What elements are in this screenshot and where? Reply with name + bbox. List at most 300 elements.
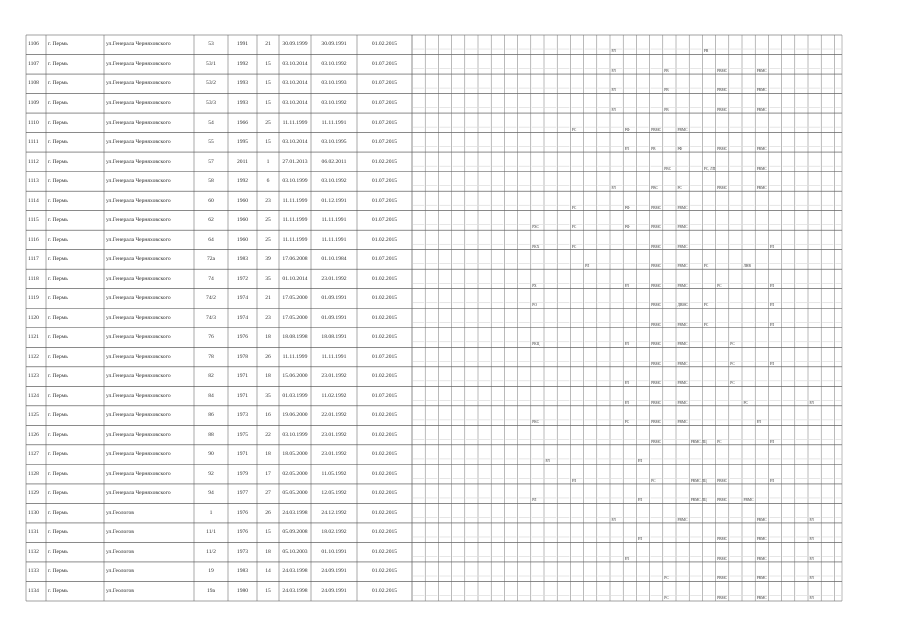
date-cell-2: 01.09.1991 [321, 295, 347, 302]
count-cell: 25 [265, 217, 271, 224]
mark-label: РВМС [756, 88, 767, 93]
count-cell: 15 [265, 80, 271, 87]
city-cell: г. Пермь [48, 412, 68, 419]
mark-label: РЛ [545, 459, 550, 464]
street-cell: ул.Генерала Черняховского [106, 412, 171, 419]
row-number: 1109 [28, 100, 39, 107]
house-cell: 19а [206, 587, 216, 594]
date-cell-1: 24.03.1998 [282, 568, 308, 575]
year-cell: 1974 [236, 295, 249, 302]
mark-label: РВМС [651, 127, 662, 132]
row-number: 1116 [28, 236, 39, 243]
mark-label: РЛ [809, 595, 814, 600]
count-cell: 35 [265, 275, 271, 282]
date-cell-3: 01.07.2015 [371, 119, 398, 126]
mark-label: РВМС [677, 361, 688, 366]
house-cell: 78 [208, 353, 214, 360]
date-cell-3: 01.02.2015 [371, 451, 398, 458]
mark-label: РФ [624, 205, 630, 210]
mark-label: РС [730, 361, 735, 366]
date-cell-3: 01.02.2015 [371, 587, 398, 594]
house-cell: 53/3 [206, 100, 216, 107]
row-number: 1127 [28, 451, 39, 458]
street-cell: ул.Генерала Черняховского [106, 334, 171, 341]
mark-label: РФ [624, 127, 630, 132]
row-number: 1123 [28, 373, 39, 380]
row-number: 1133 [28, 568, 39, 575]
count-cell: 18 [265, 451, 271, 458]
year-cell: 1976 [236, 529, 249, 536]
row-number: 1111 [28, 139, 39, 146]
date-cell-3: 01.02.2015 [371, 509, 398, 516]
mark-label: РВМС [756, 517, 767, 522]
date-cell-1: 24.03.1998 [282, 587, 308, 594]
street-cell: ул.Геологов [106, 529, 134, 536]
date-cell-2: 30.09.1991 [321, 41, 347, 48]
date-cell-3: 01.07.2015 [371, 139, 398, 146]
house-cell: 74/3 [206, 314, 216, 321]
mark-label: РС [571, 127, 577, 132]
city-cell: г. Пермь [48, 80, 68, 87]
city-cell: г. Пермь [48, 139, 68, 146]
year-cell: 1975 [236, 431, 249, 438]
mark-label: РВМС [743, 498, 754, 503]
row-number: 1112 [28, 158, 39, 165]
count-cell: 18 [265, 548, 271, 555]
city-cell: г. Пермь [48, 119, 68, 126]
mark-label: РВ [703, 49, 709, 54]
mark-label: РКЦ [532, 342, 540, 347]
mark-label: РС [730, 342, 735, 347]
year-cell: 1971 [236, 373, 249, 380]
count-cell: 23 [265, 197, 271, 204]
mark-label: РВМС [756, 556, 767, 561]
mark-label: РВМС [651, 264, 662, 269]
city-cell: г. Пермь [48, 256, 68, 263]
street-cell: ул.Генерала Черняховского [106, 373, 171, 380]
mark-label: РС [624, 420, 630, 425]
date-cell-2: 01.10.1984 [321, 256, 347, 263]
street-cell: ул.Генерала Черняховского [106, 217, 171, 224]
row-number: 1106 [28, 41, 39, 48]
row-number: 1119 [28, 295, 39, 302]
mark-label: РЛ [624, 556, 629, 561]
mark-label: РЛ [624, 147, 629, 152]
mark-label: РЛ [585, 264, 590, 269]
row-number: 1114 [28, 197, 39, 204]
date-cell-1: 17.06.2008 [282, 256, 308, 263]
date-cell-1: 17.05.2000 [282, 295, 308, 302]
street-cell: ул.Генерала Черняховского [106, 490, 171, 497]
date-cell-2: 11.11.1991 [321, 217, 347, 224]
count-cell: 15 [265, 60, 271, 67]
mark-label: РВМС [651, 225, 662, 230]
date-cell-3: 01.02.2015 [371, 314, 398, 321]
date-cell-1: 03.10.2014 [282, 80, 308, 87]
mark-label: РВМС [651, 303, 662, 308]
house-cell: 84 [208, 392, 214, 399]
house-cell: 55 [208, 139, 214, 146]
date-cell-2: 01.12.1991 [321, 197, 347, 204]
street-cell: ул.Геологов [106, 509, 134, 516]
year-cell: 1960 [236, 217, 249, 224]
date-cell-1: 03.10.2014 [282, 139, 308, 146]
date-cell-3: 01.02.2015 [371, 373, 398, 380]
mark-label: РЛ [624, 400, 629, 405]
count-cell: 6 [266, 178, 270, 185]
row-number: 1130 [28, 509, 39, 516]
count-cell: 26 [265, 353, 271, 360]
mark-label: РВМС [677, 517, 688, 522]
date-cell-3: 01.02.2015 [371, 236, 398, 243]
mark-label: РЛ [637, 459, 643, 464]
count-cell: 16 [265, 412, 271, 419]
date-cell-2: 18.08.1991 [321, 334, 347, 341]
date-cell-3: 01.07.2015 [371, 353, 398, 360]
date-cell-1: 15.06.2000 [282, 373, 308, 380]
row-number: 1113 [28, 178, 39, 185]
mark-label: РВМС [756, 147, 767, 152]
mark-label: РВМС [677, 322, 688, 327]
mark-label: РВМС ЛЦ [690, 439, 707, 444]
mark-label: РВМС [677, 283, 688, 288]
mark-label: РВМС [717, 595, 728, 600]
mark-label: РЛ [809, 556, 814, 561]
year-cell: 1977 [236, 490, 249, 497]
mark-label: РФ [624, 225, 630, 230]
house-cell: 86 [208, 412, 214, 419]
count-cell: 25 [265, 119, 271, 126]
date-cell-3: 01.07.2015 [371, 217, 398, 224]
house-cell: 76 [208, 334, 214, 341]
house-cell: 53/2 [206, 80, 216, 87]
date-cell-3: 01.07.2015 [371, 256, 398, 263]
date-cell-2: 23.01.1992 [321, 275, 347, 282]
count-cell: 25 [265, 236, 271, 243]
date-cell-1: 27.01.2013 [282, 158, 308, 165]
date-cell-1: 03.10.2014 [282, 100, 308, 107]
mark-label: РВМС [717, 147, 728, 152]
house-cell: 57 [208, 158, 214, 165]
date-cell-2: 06.02.2011 [321, 158, 347, 165]
row-number: 1126 [28, 431, 39, 438]
date-cell-2: 01.09.1991 [321, 314, 347, 321]
mark-label: РЛ [532, 498, 537, 503]
mark-label: РЛ [637, 498, 643, 503]
mark-label: РВМС [651, 283, 662, 288]
date-cell-2: 11.11.1991 [321, 353, 347, 360]
count-cell: 35 [265, 392, 271, 399]
mark-label: РВМС [651, 400, 662, 405]
date-cell-1: 17.05.2000 [282, 314, 308, 321]
house-cell: 58 [208, 178, 214, 185]
city-cell: г. Пермь [48, 100, 68, 107]
city-cell: г. Пермь [48, 275, 68, 282]
year-cell: 1992 [236, 178, 249, 185]
count-cell: 15 [265, 587, 271, 594]
year-cell: 1976 [236, 509, 249, 516]
street-cell: ул.Генерала Черняховского [106, 178, 171, 185]
mark-label: РС [743, 400, 748, 405]
date-cell-3: 01.02.2015 [371, 470, 398, 477]
house-cell: 92 [208, 470, 214, 477]
date-cell-1: 03.10.1999 [282, 431, 308, 438]
mark-label: РС [730, 381, 735, 386]
mark-label: РВМС [677, 400, 688, 405]
street-cell: ул.Генерала Черняховского [106, 41, 171, 48]
date-cell-3: 01.02.2015 [371, 275, 398, 282]
house-cell: 82 [208, 373, 214, 380]
count-cell: 14 [265, 568, 271, 575]
mark-label: РВМС [756, 107, 767, 112]
row-number: 1108 [28, 80, 39, 87]
date-cell-3: 01.02.2015 [371, 529, 398, 536]
mark-label: РС [664, 576, 669, 581]
date-cell-2: 18.02.1992 [321, 529, 347, 536]
mark-label: РВМС [756, 68, 767, 73]
street-cell: ул.Генерала Черняховского [106, 158, 171, 165]
house-cell: 74/2 [206, 295, 216, 302]
date-cell-1: 02.05.2000 [282, 470, 308, 477]
date-cell-3: 01.02.2015 [371, 41, 398, 48]
city-cell: г. Пермь [48, 60, 68, 67]
mark-label: РЛ [769, 303, 775, 308]
mark-label: РВМС [651, 381, 662, 386]
house-cell: 11/1 [206, 529, 216, 536]
city-cell: г. Пермь [48, 197, 68, 204]
date-cell-3: 01.02.2015 [371, 431, 398, 438]
mark-label: РЛ [756, 420, 761, 425]
mark-label: РКС [532, 420, 539, 425]
city-cell: г. Пермь [48, 373, 68, 380]
street-cell: ул.Генерала Черняховского [106, 256, 171, 263]
date-cell-1: 11.11.1999 [282, 236, 308, 243]
mark-label: РЛ [769, 283, 775, 288]
mark-label: РВМС [677, 264, 688, 269]
date-cell-1: 01.03.1999 [282, 392, 308, 399]
street-cell: ул.Генерала Черняховского [106, 295, 171, 302]
mark-label: РХС [532, 225, 539, 230]
mark-label: РВМС [756, 186, 767, 191]
date-cell-2: 12.05.1992 [321, 490, 347, 497]
mark-label: РВС [651, 186, 658, 191]
mark-label: РС, ЛП [703, 166, 716, 171]
row-number: 1117 [28, 256, 39, 263]
mark-label: РВМС [756, 537, 767, 542]
mark-label: РЛ [571, 478, 577, 483]
year-cell: 1980 [236, 587, 249, 594]
count-cell: 26 [265, 509, 271, 516]
mark-label: РВМС [677, 127, 688, 132]
mark-label: РЛ [611, 107, 616, 112]
year-cell: 1974 [236, 314, 249, 321]
date-cell-2: 24.09.1991 [321, 587, 347, 594]
date-cell-2: 11.02.1992 [321, 392, 347, 399]
city-cell: г. Пермь [48, 392, 68, 399]
mark-label: РЛ [809, 576, 814, 581]
year-cell: 1992 [236, 60, 249, 67]
mark-label: РЛ [611, 186, 616, 191]
house-cell: 53/1 [206, 60, 216, 67]
street-cell: ул.Генерала Черняховского [106, 392, 171, 399]
street-cell: ул.Геологов [106, 568, 134, 575]
mark-label: РВМС [677, 342, 688, 347]
date-cell-2: 01.10.1991 [321, 548, 347, 555]
date-cell-1: 18.05.2000 [282, 451, 308, 458]
mark-label: РВМС [756, 595, 767, 600]
city-cell: г. Пермь [48, 548, 68, 555]
mark-label: РВ [651, 147, 656, 152]
mark-label: РВМС [717, 68, 728, 73]
house-cell: 64 [208, 236, 214, 243]
city-cell: г. Пермь [48, 431, 68, 438]
mark-label: РВМС ЛЦ [690, 498, 707, 503]
mark-label: РВ [664, 88, 669, 93]
mark-label: РС [571, 244, 577, 249]
mark-label: РВМС [677, 225, 688, 230]
street-cell: ул.Генерала Черняховского [106, 275, 171, 282]
mark-label: РЛ [809, 400, 814, 405]
count-cell: 18 [265, 334, 271, 341]
year-cell: 1976 [236, 334, 249, 341]
mark-label: РС [703, 322, 709, 327]
mark-label: РС [571, 225, 577, 230]
date-cell-3: 01.02.2015 [371, 548, 398, 555]
row-number: 1122 [28, 353, 39, 360]
row-number: 1132 [28, 548, 39, 555]
mark-label: РВМС [717, 498, 728, 503]
mark-label: РС [677, 186, 682, 191]
mark-label: РВМС [651, 361, 662, 366]
date-cell-2: 03.10.1993 [321, 80, 347, 87]
mark-label: РВМС [717, 88, 728, 93]
year-cell: 1966 [236, 119, 249, 126]
date-cell-1: 03.10.1999 [282, 178, 308, 185]
city-cell: г. Пермь [48, 295, 68, 302]
mark-label: РЛ [637, 537, 643, 542]
mark-label: РВМС [651, 205, 662, 210]
city-cell: г. Пермь [48, 314, 68, 321]
row-number: 1131 [28, 529, 39, 536]
date-cell-3: 01.07.2015 [371, 197, 398, 204]
mark-label: РС [717, 439, 722, 444]
mark-label: РВМС [651, 439, 662, 444]
year-cell: 1973 [236, 412, 249, 419]
street-cell: ул.Генерала Черняховского [106, 470, 171, 477]
date-cell-3: 01.02.2015 [371, 158, 398, 165]
date-cell-3: 01.02.2015 [371, 295, 398, 302]
count-cell: 22 [265, 431, 271, 438]
date-cell-1: 11.11.1999 [282, 353, 308, 360]
mark-label: РВМС [677, 420, 688, 425]
count-cell: 18 [265, 373, 271, 380]
mark-label: РС [703, 264, 709, 269]
mark-label: РС [717, 283, 722, 288]
street-cell: ул.Генерала Черняховского [106, 139, 171, 146]
date-cell-2: 23.01.1992 [321, 431, 347, 438]
date-cell-2: 03.10.1992 [321, 100, 347, 107]
count-cell: 1 [266, 158, 270, 165]
street-cell: ул.Генерала Черняховского [106, 451, 171, 458]
count-cell: 15 [265, 139, 271, 146]
mark-label: РВМС [677, 381, 688, 386]
mark-label: РС [664, 595, 669, 600]
mark-label: РЛ [624, 381, 629, 386]
row-number: 1125 [28, 412, 39, 419]
mark-label: ДВМС [677, 303, 688, 308]
house-cell: 90 [208, 451, 214, 458]
date-cell-3: 01.02.2015 [371, 490, 398, 497]
date-cell-2: 24.09.1991 [321, 568, 347, 575]
date-cell-2: 11.11.1991 [321, 236, 347, 243]
city-cell: г. Пермь [48, 470, 68, 477]
mark-label: РЛ [769, 322, 775, 327]
mark-label: РВМС [756, 166, 767, 171]
mark-label: РВМС ЛЦ [690, 478, 707, 483]
street-cell: ул.Генерала Черняховского [106, 80, 171, 87]
mark-label: РХ [532, 283, 537, 288]
date-cell-3: 01.02.2015 [371, 568, 398, 575]
house-cell: 53 [208, 41, 214, 48]
street-cell: ул.Генерала Черняховского [106, 60, 171, 67]
mark-label: РЛ [611, 68, 616, 73]
street-cell: ул.Геологов [106, 587, 134, 594]
mark-label: РЛ [769, 478, 775, 483]
mark-label: РЛ [809, 517, 814, 522]
date-cell-1: 05.09.2008 [282, 529, 308, 536]
count-cell: 39 [265, 256, 271, 263]
date-cell-1: 11.11.1999 [282, 217, 308, 224]
count-cell: 23 [265, 314, 271, 321]
row-number: 1120 [28, 314, 39, 321]
count-cell: 15 [265, 100, 271, 107]
mark-label: РВМС [651, 342, 662, 347]
mark-label: РФ [677, 147, 683, 152]
year-cell: 1979 [236, 470, 249, 477]
city-cell: г. Пермь [48, 568, 68, 575]
mark-label: РВМС [717, 107, 728, 112]
street-cell: ул.Генерала Черняховского [106, 197, 171, 204]
date-cell-3: 01.07.2015 [371, 178, 398, 185]
house-cell: 74 [208, 275, 214, 282]
count-cell: 21 [265, 295, 271, 302]
city-cell: г. Пермь [48, 178, 68, 185]
mark-label: РВМС [717, 556, 728, 561]
year-cell: 1995 [236, 139, 249, 146]
row-number: 1134 [28, 587, 39, 594]
date-cell-2: 11.05.1992 [321, 470, 347, 477]
year-cell: 1972 [236, 275, 249, 282]
city-cell: г. Пермь [48, 158, 68, 165]
count-cell: 27 [265, 490, 271, 497]
date-cell-1: 24.03.1998 [282, 509, 308, 516]
mark-label: РЛ [611, 49, 616, 54]
house-cell: 62 [208, 217, 214, 224]
mark-label: РС [571, 205, 577, 210]
count-cell: 21 [265, 41, 271, 48]
house-cell: 72а [206, 256, 216, 263]
mark-label: РС [651, 478, 656, 483]
date-cell-1: 18.08.1998 [282, 334, 308, 341]
year-cell: 1960 [236, 197, 249, 204]
year-cell: 1993 [236, 80, 249, 87]
mark-label: РВМС [677, 205, 688, 210]
date-cell-2: 22.01.1992 [321, 412, 347, 419]
street-cell: ул.Генерала Черняховского [106, 236, 171, 243]
date-cell-1: 30.09.1999 [282, 41, 308, 48]
mark-label: РВМС [651, 322, 662, 327]
street-cell: ул.Генерала Черняховского [106, 431, 171, 438]
